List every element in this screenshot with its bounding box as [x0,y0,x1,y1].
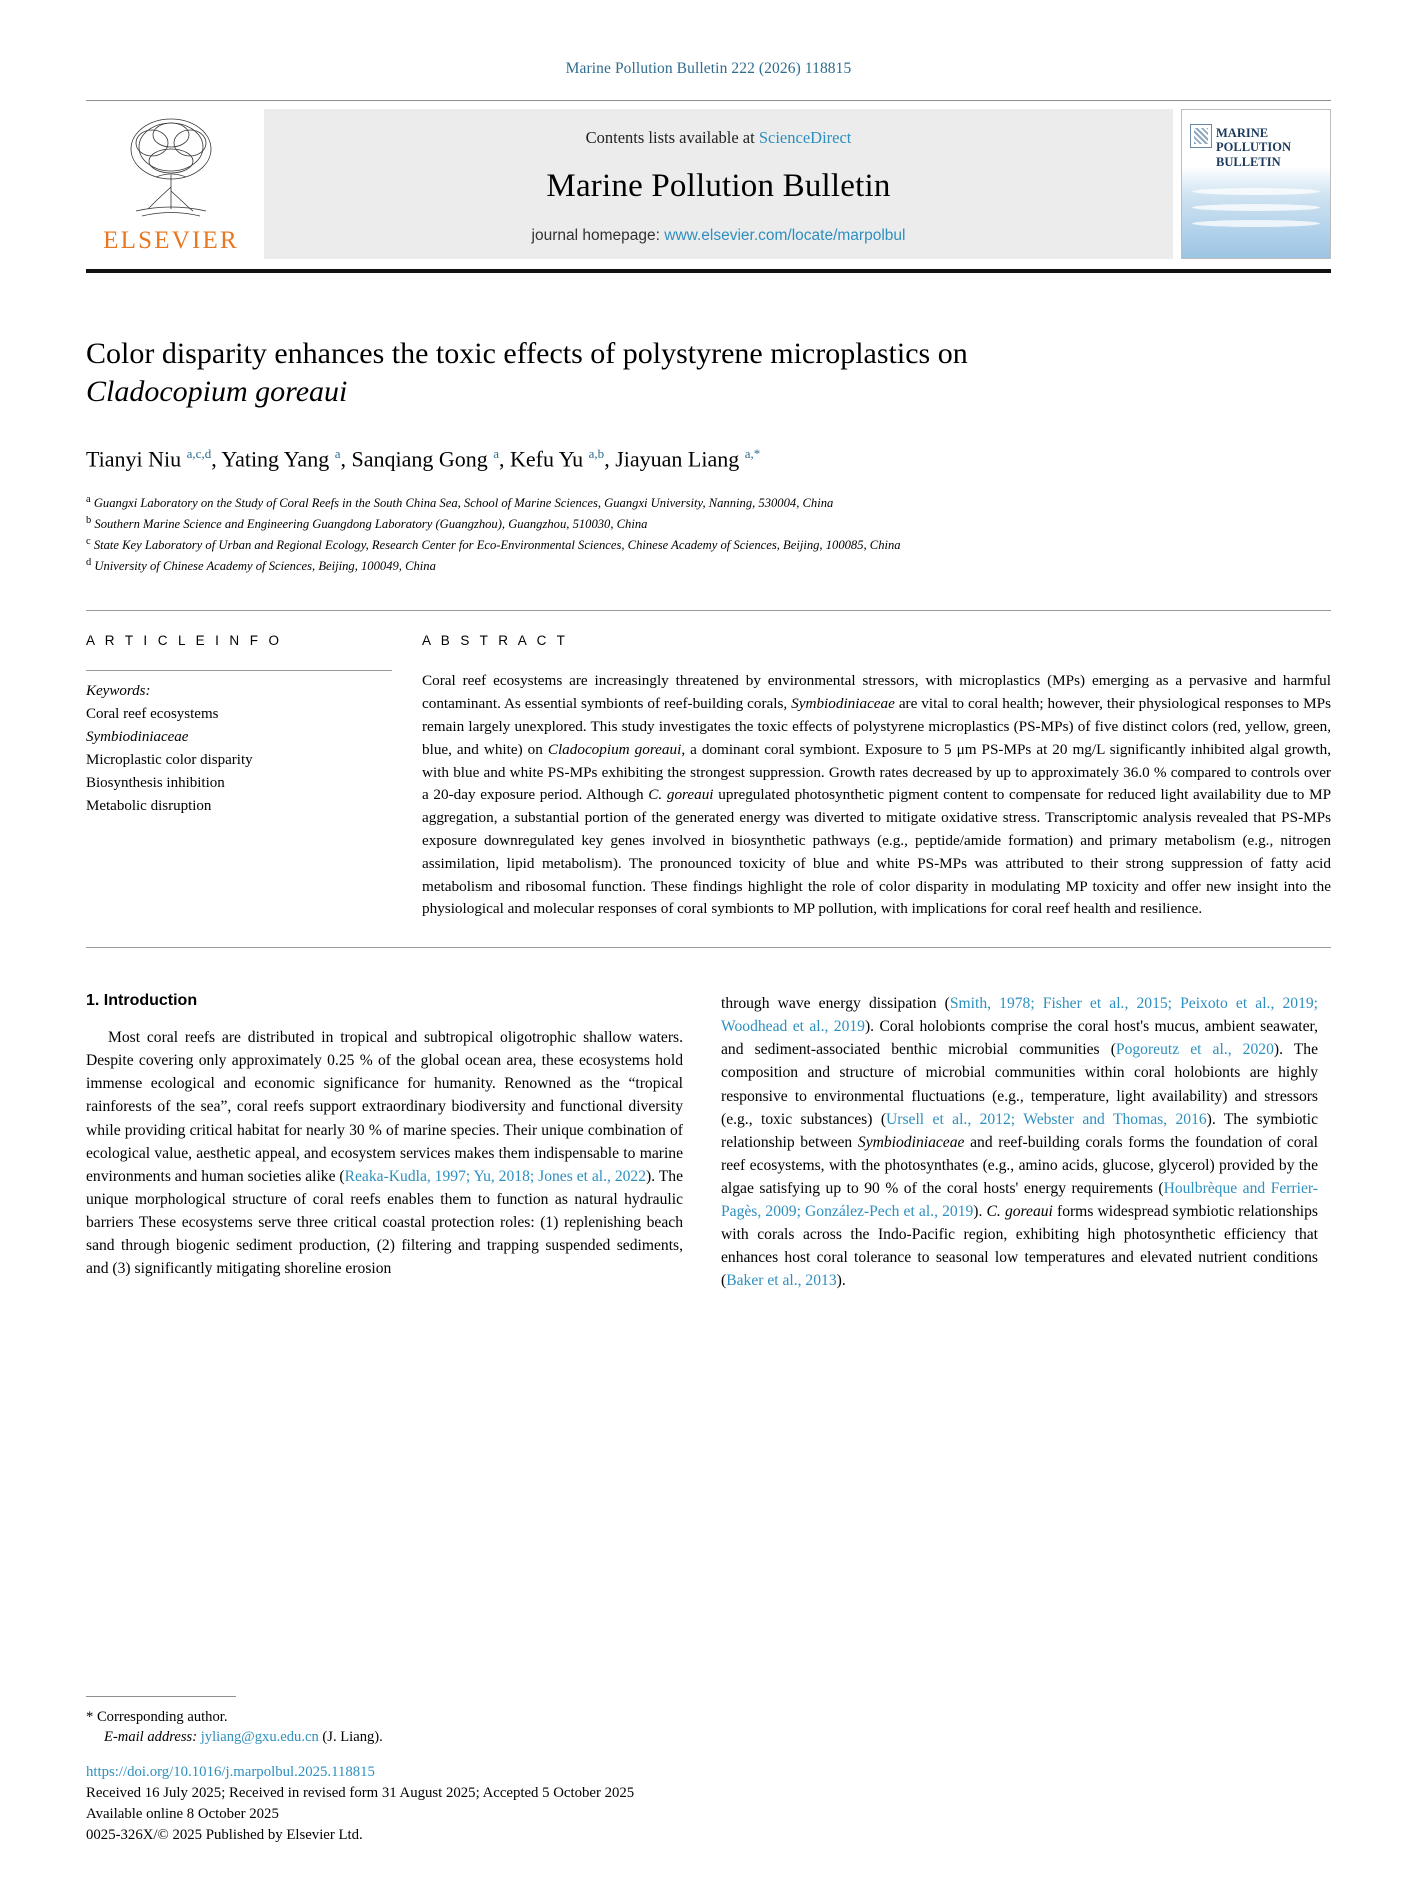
keyword-item: Microplastic color disparity [86,752,253,769]
affiliation-item [86,513,1331,534]
article-info-abstract-row [86,610,1331,921]
affiliation-marker: c [86,536,91,548]
sciencedirect-link[interactable]: ScienceDirect [758,127,852,147]
cover-wave-1 [1192,188,1320,195]
journal-cover-title: MARINE POLLUTION BULLETIN [1216,126,1292,169]
affiliation-item [86,534,1331,555]
journal-masthead [86,100,1331,273]
elsevier-wordmark: ELSEVIER [103,227,239,254]
elsevier-logo [86,109,256,259]
body-column-right [721,992,1318,1300]
available-online-line: Available online 8 October 2025 [86,1806,279,1822]
email-link[interactable]: jyliang@gxu.edu.cn [200,1729,319,1746]
keywords-divider [86,670,392,671]
author-affil-marker: a,b [588,445,605,461]
email-line [86,1727,683,1748]
intro-paragraph-left: Most coral reefs are distributed in tropical and subtropical oligotrophic shallow waters. Despite covering only approximately 0.25 % of the global ocean area, these ecosystems hold immense ecological and economic significance for humanity. Renowned as the “tropical rainforests of the sea”, coral reefs support extraordinary biodiversity and functional diversity while providing critical habitat for nearly 30 % of marine species. Their unique combination of ecological value, aesthetic appeal, and ecosystem services makes them indispensable to marine environments and human societies alike (Reaka-Kudla, 1997; Yu, 2018; Jones et al., 2022). The unique morphological structure of coral reefs enables them to function as natural hydraulic barriers These ecosystems serve three critical coastal protection roles: (1) replenishing beach sand through biogenic sediment production, (2) filtering and trapping suspended sediments, and (3) significantly mitigating shoreline erosion [86,1029,683,1277]
affiliation-item [86,555,1331,576]
masthead-center [264,109,1173,259]
abstract-text: Coral reef ecosystems are increasingly threatened by environmental stressors, with microplastics (MPs) emerging as a pervasive and harmful contaminant. As essential symbionts of reef-building corals, Symbiodiniaceae are vital to coral health; however, their physiological responses to MPs remain largely unexplored. This study investigates the toxic effects of polystyrene microplastics (PS-MPs) of five distinct colors (red, yellow, green, blue, and white) on Cladocopium goreaui, a dominant coral symbiont. Exposure to 5 μm PS-MPs at 20 mg/L significantly inhibited algal growth, with blue and white PS-MPs exhibiting the strongest suppression. Growth rates decreased by up to approximately 36.0 % compared to controls over a 20-day exposure period. Although C. goreaui upregulated photosynthetic pigment content to compensate for reduced light availability due to MP aggregation, a substantial portion of the generated energy was diverted to mitigate oxidative stress. Transcriptomic analysis revealed that PS-MPs exposure downregulated key genes involved in biosynthetic pathways (e.g., peptide/amide formation) and primary metabolism (e.g., nitrogen assimilation, lipid metabolism). The pronounced toxicity of blue and white PS-MPs was attributed to their strong suppression of fatty acid metabolism and ribosomal function. These findings highlight the role of color disparity in modulating MP toxicity and offer new insight into the physiological and molecular responses of coral symbionts to MP pollution, with implications for coral reef health and resilience. [422,672,1332,918]
affiliation-marker: a [86,494,91,506]
received-line: Received 16 July 2025; Received in revised form 31 August 2025; Accepted 5 October 2025 [86,1785,635,1801]
intro-paragraph-right: through wave energy dissipation (Smith, 1978; Fisher et al., 2015; Peixoto et al., 2019; Woodhead et al., 2019). Coral holobionts comprise the coral host's mucus, ambient seawater, and sediment-associated benthic microbial communities (Pogoreutz et al., 2020). The composition and structure of microbial communities within coral holobionts are highly responsive to environmental fluctuations (e.g., temperature, light availability) and stressors (e.g., toxic substances) (Ursell et al., 2012; Webster and Thomas, 2016). The symbiotic relationship between Symbiodiniaceae and reef-building corals forms the foundation of coral reef ecosystems, with the photosynthates (e.g., amino acids, glucose, glycerol) provided by the algae satisfying up to 90 % of the coral hosts' energy requirements (Houlbrèque and Ferrier-Pagès, 2009; González-Pech et al., 2019). C. goreaui forms widespread symbiotic relationships with corals across the Indo-Pacific region, exhibiting high photosynthetic efficiency that enhances host coral tolerance to seasonal low temperatures and elevated nutrient conditions (Baker et al., 2013). [721,995,1319,1290]
article-info-heading: A R T I C L E I N F O [86,633,283,649]
journal-homepage-link[interactable]: www.elsevier.com/locate/marpolbul [664,226,906,244]
keywords-label: Keywords: [86,683,151,700]
corresponding-author-note [86,1707,683,1748]
footnote-divider [86,1696,236,1697]
abstract-bottom-divider [86,947,1331,948]
author-affil-marker: a,c,d [186,445,212,461]
page-footer [86,1696,683,1846]
author-affil-marker: a [334,445,341,461]
keyword-item: Metabolic disruption [86,797,212,814]
abstract-heading: A B S T R A C T [422,633,569,649]
affiliation-marker: d [86,557,92,569]
keyword-item: Biosynthesis inhibition [86,774,225,791]
author-list: Tianyi Niu $^{a,c,d}$, Yating Yang $^a$, Sanqiang Gong $^a$, Kefu Yu $^{a,b}$, Jiayuan Liang $^{a,*}$ [86,445,761,472]
keyword-item: Coral reef ecosystems [86,706,219,723]
author-affil-marker: a [493,445,500,461]
journal-title: Marine Pollution Bulletin [546,167,891,204]
doi-line [86,1764,683,1781]
section-title-introduction: 1. Introduction [86,992,198,1010]
cover-wave-2 [1192,204,1320,211]
homepage-prefix: journal homepage: [531,226,665,244]
article-title [86,335,1331,412]
contents-prefix: Contents lists available at [585,127,759,147]
author-affil-marker: a,* [744,445,761,461]
doi-link[interactable]: https://doi.org/10.1016/j.marpolbul.2025.118815 [86,1764,375,1780]
body-column-left [86,992,683,1300]
article-info-column [86,633,422,921]
keyword-item: Symbiodiniaceae [86,729,189,746]
abstract-column [422,633,1331,921]
cover-wave-3 [1192,220,1320,227]
affiliation-text: State Key Laboratory of Urban and Regional Ecology, Research Center for Eco-Environmental Sciences, Chinese Academy of Sciences, Beijing, 100085, China [93,538,901,553]
affiliation-marker: b [86,515,92,527]
email-suffix: (J. Liang). [322,1729,383,1746]
copyright-line: 0025-326X/© 2025 Published by Elsevier Ltd. [86,1827,363,1843]
article-title-species: Cladocopium goreaui [86,375,348,409]
article-title-line1: Color disparity enhances the toxic effects of polystyrene microplastics on [86,337,968,370]
running-head: Marine Pollution Bulletin 222 (2026) 118815 [565,60,852,77]
affiliation-text: Guangxi Laboratory on the Study of Coral Reefs in the South China Sea, School of Marine Sciences, Guangxi University, Nanning, 530004, China [93,496,834,511]
body-columns [86,992,1331,1300]
affiliation-list [86,492,1331,576]
journal-cover-emblem-icon [1190,124,1212,148]
corresponding-author-text: * Corresponding author. [86,1708,228,1725]
affiliation-text: University of Chinese Academy of Sciences, Beijing, 100049, China [94,559,436,574]
keywords-list [86,703,392,817]
publication-history [86,1783,683,1846]
elsevier-tree-icon [112,113,230,225]
contents-line [586,128,852,148]
affiliation-text: Southern Marine Science and Engineering Guangdong Laboratory (Guangzhou), Guangzhou, 510030, China [94,517,648,532]
journal-cover-thumbnail [1181,109,1331,259]
homepage-line [532,227,906,245]
email-label: E-mail address: [104,1729,198,1746]
affiliation-item [86,492,1331,513]
